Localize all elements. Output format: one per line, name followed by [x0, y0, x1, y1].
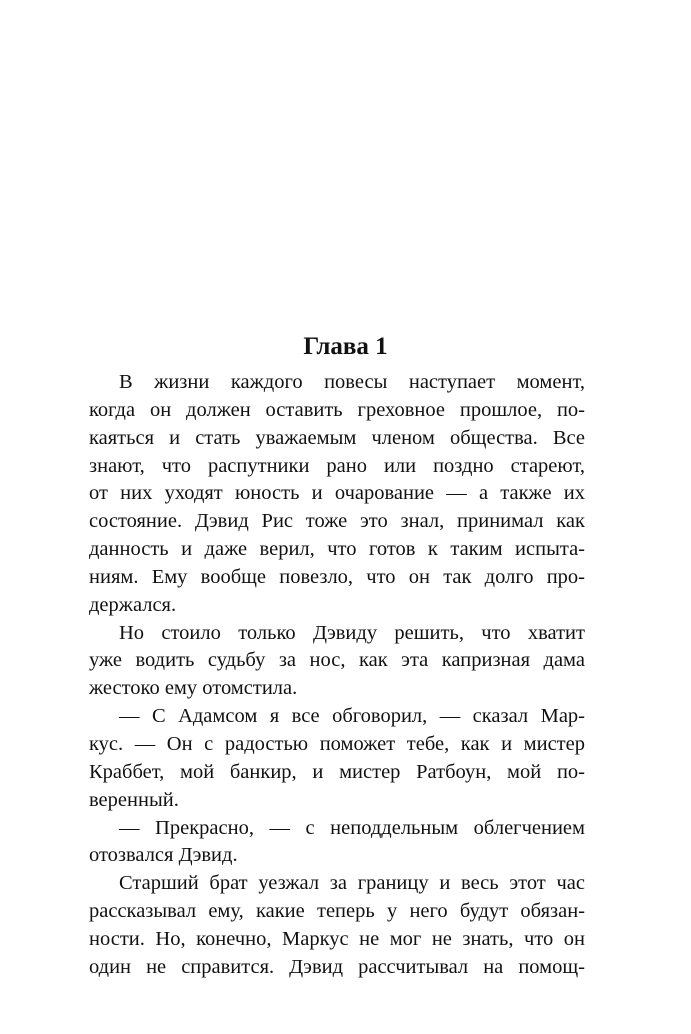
chapter-body [89, 369, 585, 982]
text-line: один не справится. Дэвид рассчитывал на помощ- [89, 955, 585, 978]
text-line: от них уходят юность и очарование — а также их [89, 482, 585, 505]
text-line: — Прекрасно, — с неподдельным облегчением [119, 816, 585, 839]
text-line: каяться и стать уважаемым членом общества. Все [89, 426, 585, 449]
paragraph [89, 815, 585, 871]
text-line: рассказывал ему, какие теперь у него будут обязан- [89, 900, 585, 923]
text-line: знают, что распутники рано или поздно стареют, [89, 454, 585, 477]
text-line: В жизни каждого повесы наступает момент, [119, 371, 585, 393]
paragraph [89, 620, 585, 704]
text-line: когда он должен оставить греховное прошлое, по- [89, 398, 585, 421]
paragraph [89, 870, 585, 981]
text-line: — С Адамсом я все обговорил, — сказал Мар- [119, 705, 585, 728]
text-line: кус. — Он с радостью поможет тебе, как и мистер [89, 732, 585, 755]
text-line: Старший брат уезжал за границу и весь этот час [119, 872, 585, 895]
text-line: жестоко ему отомстила. [89, 677, 298, 700]
text-line: ности. Но, конечно, Маркус не мог не знать, что он [89, 927, 585, 950]
paragraph [89, 369, 585, 620]
text-line: данность и даже верил, что готов к таким испыта- [89, 538, 585, 561]
text-line: веренный. [89, 788, 179, 811]
text-line: ниям. Ему вообще повезло, что он так долго про- [89, 565, 585, 588]
text-line: состояние. Дэвид Рис тоже это знал, принимал как [89, 510, 585, 533]
text-line: Краббет, мой банкир, и мистер Ратбоун, мой по- [89, 760, 585, 783]
chapter-title: Глава 1 [303, 333, 388, 360]
text-line: держался. [89, 593, 177, 616]
text-line: отозвался Дэвид. [89, 844, 238, 867]
text-line: уже водить судьбу за нос, как эта капризная дама [89, 649, 585, 672]
paragraph [89, 703, 585, 814]
text-line: Но стоило только Дэвиду решить, что хватит [119, 621, 585, 644]
